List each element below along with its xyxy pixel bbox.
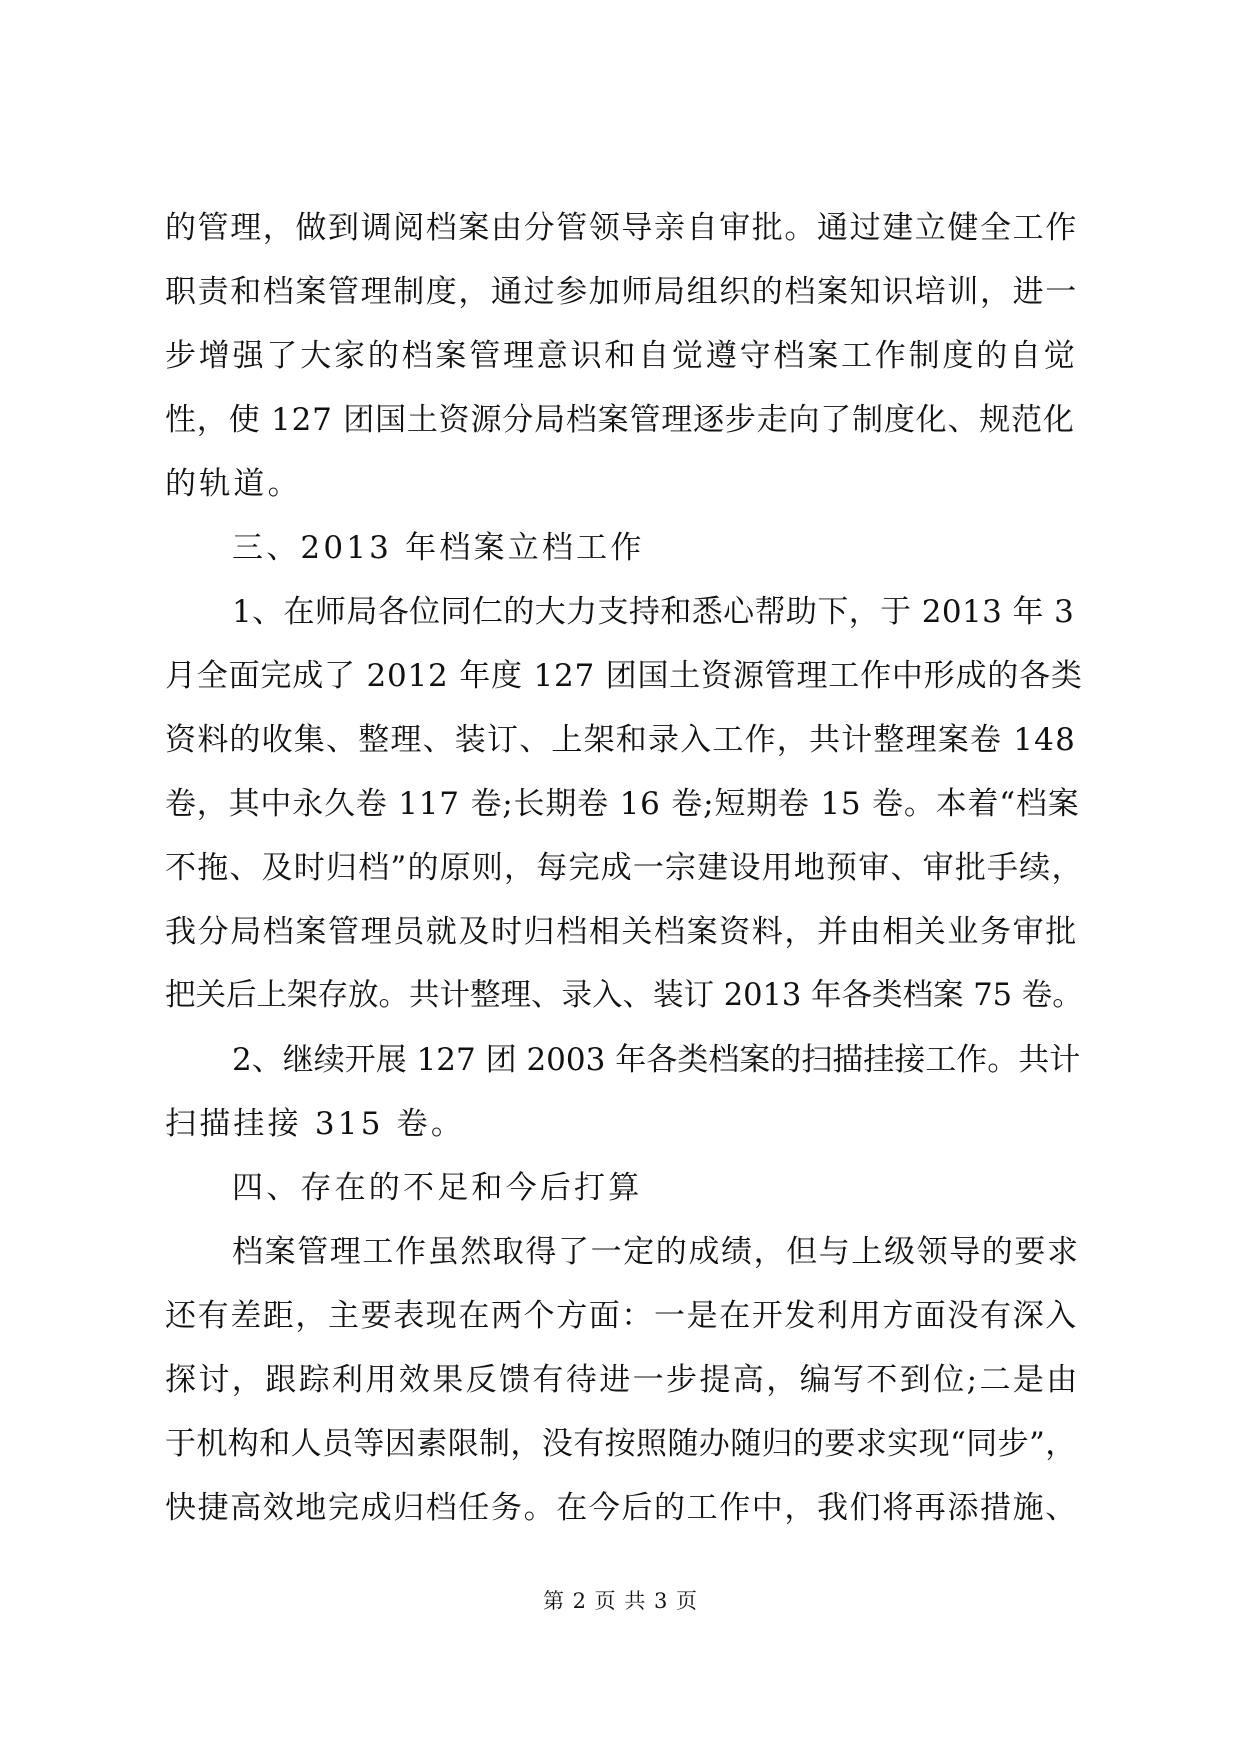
paragraph-line: 性，使 127 团国土资源分局档案管理逐步走向了制度化、规范化 <box>165 402 1075 438</box>
paragraph-line: 2、继续开展 127 团 2003 年各类档案的扫描挂接工作。共计 <box>232 1042 1081 1078</box>
paragraph-line: 探讨，跟踪利用效果反馈有待进一步提高，编写不到位;二是由 <box>165 1362 1080 1398</box>
section-heading: 四、存在的不足和今后打算 <box>232 1170 643 1206</box>
paragraph-line: 的管理，做到调阅档案由分管领导亲自审批。通过建立健全工作 <box>165 210 1078 246</box>
page-number-footer: 第 2 页 共 3 页 <box>542 1589 699 1613</box>
paragraph-line: 档案管理工作虽然取得了一定的成绩，但与上级领导的要求 <box>232 1234 1080 1270</box>
paragraph-line: 快捷高效地完成归档任务。在今后的工作中，我们将再添措施、 <box>165 1490 1078 1526</box>
paragraph-line: 扫描挂接 315 卷。 <box>165 1106 466 1142</box>
paragraph-line: 还有差距，主要表现在两个方面：一是在开发利用方面没有深入 <box>165 1298 1078 1334</box>
paragraph-line: 不拖、及时归档”的原则，每完成一宗建设用地预审、审批手续， <box>165 850 1084 886</box>
paragraph-line: 的轨道。 <box>165 466 302 502</box>
section-heading: 三、2013 年档案立档工作 <box>232 530 645 566</box>
paragraph-line: 我分局档案管理员就及时归档相关档案资料，并由相关业务审批 <box>165 914 1078 950</box>
paragraph-line: 月全面完成了 2012 年度 127 团国土资源管理工作中形成的各类 <box>165 658 1083 694</box>
paragraph-line: 1、在师局各位同仁的大力支持和悉心帮助下，于 2013 年 3 <box>232 594 1075 630</box>
paragraph-line: 卷，其中永久卷 117 卷;长期卷 16 卷;短期卷 15 卷。本着“档案 <box>165 786 1080 822</box>
paragraph-line: 把关后上架存放。共计整理、录入、装订 2013 年各类档案 75 卷。 <box>165 978 1083 1013</box>
paragraph-line: 于机构和人员等因素限制，没有按照随办随归的要求实现“同步”， <box>165 1426 1077 1462</box>
paragraph-line: 资料的收集、整理、装订、上架和录入工作，共计整理案卷 148 <box>165 722 1077 758</box>
paragraph-line: 步增强了大家的档案管理意识和自觉遵守档案工作制度的自觉 <box>165 338 1078 374</box>
paragraph-line: 职责和档案管理制度，通过参加师局组织的档案知识培训，进一 <box>165 274 1078 310</box>
